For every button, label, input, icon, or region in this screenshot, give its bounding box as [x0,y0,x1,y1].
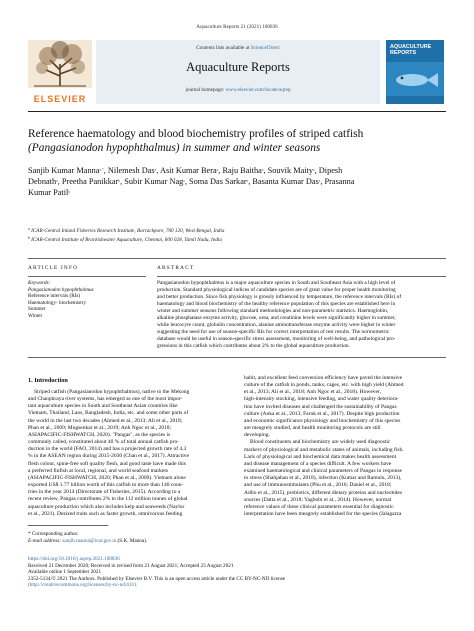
body-text-line: % in the ASEAN region during 2015-2030 (Chan et al., 2017). Attractive [28,453,189,460]
footnote [28,531,328,544]
body-text-line: Lack of physiological and biochemical data makes health assessment [244,453,397,460]
article-info-heading: ARTICLE INFO [28,265,79,271]
affiliation-text: ICAR-Central Institute of Brackishwater Aquaculture, Chennai, 600 028, Tamil Nadu, India [29,236,222,243]
contents-prefix: Contents lists available at [196,45,251,51]
body-text-line: culture (Anka et al., 2013; Faruk et al., 2017). Despite high production [244,410,400,417]
abstract-line: gressions in this catfish which contributes about 2% to the global aquaculture production. [157,343,350,349]
body-text-line: (ASIAPACIFIC-FISHWATCH, 2020; Phan et al., 2009). Vietnam alone [28,474,186,481]
corresponding-author-note: * Corresponding author. [28,531,79,537]
body-text-line: flesh colour, spine-free soft quality flesh, and good taste have made this [28,460,186,467]
abstract-line: and better production. Since fish physiology is grossly influenced by temperature, the reference intervals (RIs) of [157,294,402,300]
author-affiliation-marker[interactable]: a [56,179,58,184]
body-text-line: and Chaophraya river systems, has emerged as one of the most impor- [28,396,183,403]
introduction-column-1 [28,389,231,518]
author-affiliation-marker[interactable]: a [154,168,157,172]
cover-fish-image [386,56,444,96]
author-name[interactable]: Souvik Maity [267,166,314,175]
affiliation-marker: b [28,235,30,240]
body-text-line: Adlio et al., 2015), probiotics, different dietary proteins and nucleotides [244,489,402,496]
author-affiliation-marker[interactable]: a [318,179,321,184]
keyword-list [28,287,146,320]
body-text-line: and economic significance physiology and biochemistry of this species [244,417,401,424]
body-text-line: duction in the world (FAO, 2014) and has a projected growth rate of 4.3 [28,446,187,453]
body-text-line: tion have invited diseases and challenged the sustainability of Pangas [244,403,397,410]
abstract-heading: ABSTRACT [157,265,195,271]
abstract-line: database would be useful in season-specific stress assessment, monitoring of well-being, and pathological pro- [157,336,396,342]
history-dates: Received 21 December 2020; Received in revised form 21 August 2021; Accepted 23 August 2021 [28,562,234,569]
abstract-line: haematology and blood biochemistry of the healthy reference population of this species are established here in [157,301,396,307]
corresponding-author-text: Corresponding author. [31,531,79,537]
affiliation-text: ICAR-Central Inland Fisheries Research Institute, Barrackpore, 700 120, West Bengal, India [29,228,225,234]
body-text-line: habit, and excellent feed conversion efficiency have paved the intensive [244,375,403,381]
body-text-line: Phan et al., 2009; Mugsenkar et al., 2019; Anh Ngoc et al., 2018; [28,424,171,431]
journal-banner [96,40,380,104]
doi-link[interactable]: https://doi.org/10.1016/j.aqrep.2021.100836 [28,556,120,562]
keyword-item: Haematology- biochemistry [28,299,87,306]
body-text-line: and use of immunostimulants (Phu et al., 2016; Daniel et al., 2018; [244,482,392,489]
author-affiliation-marker[interactable]: a [313,168,315,172]
author-name[interactable]: Prasanna Kumar Patil [28,177,355,198]
author-affiliation-marker[interactable]: a [183,179,185,184]
elsevier-logo [28,40,92,104]
author-affiliation-marker[interactable]: a [261,168,264,172]
keyword-item: Summer [28,306,46,313]
article-title-line-2: (Pangasianodon hypophthalmus) in summer and winter seasons [28,141,321,154]
article-history [28,556,448,589]
body-text-line: tries in the year 2014 (Directorate of Fisheries, 2015). According to a [28,489,181,496]
body-text-line: Vietnam, Thailand, Laos, Bangladesh, India, etc. and some other parts of [28,410,189,417]
homepage-link[interactable]: www.elsevier.com/locate/aqrep [225,86,291,93]
introduction-heading: 1. Introduction [28,377,68,384]
body-text-line: tant aquaculture species in South and Southeast Asian countries like [28,403,178,410]
body-text-line: examined haematological and clinical parameters of Pangas in response [244,468,402,475]
author-affiliation-marker[interactable]: a,* [99,168,104,172]
author-name[interactable]: Asit Kumar Bera [159,166,217,175]
sciencedirect-link[interactable]: ScienceDirect [250,45,280,51]
license-link[interactable]: (http://creativecommons.org/licenses/by-nc-nd/4.0/). [28,582,138,589]
body-text-line: recent review, Pangas contributes 2% to the 112 million tonnes of global [28,496,188,503]
author-name[interactable]: Raju Baitha [222,166,262,175]
abstract-line: suggesting the need for use of season-specific RIs for correct interpretation of test results. The normometric [157,329,390,335]
email-label: E-mail address: [28,537,62,544]
body-text-line: culture of the catfish in ponds, tanks, cages, etc. with high yield (Ahmed [244,382,404,389]
abstract-line: Pangasianodon hypophthalmus is a major aquaculture species in South and Southeast Asia with a high level of [157,280,396,286]
body-text-line: reference values of these clinical parameters essential for diagnostic [244,503,394,510]
abstract-end-rule [28,357,446,358]
author-list: Sanjib Kumar Manna$^{a,*}$, Nilemesh Das$^a$, Asit Kumar Bera$^a$, Raju Baitha$^a$, Souvik Maity$^a$, Dipesh Debnath$^a$, Preetha Panikkar$^b$, Subir Kumar Nag$^a$, Soma Das Sarkar$^a$, Basanta Kumar Das$^a$, Prasanna Kumar Patil$^b$ [28,166,355,198]
author-name[interactable]: Preetha Panikkar [61,177,119,187]
body-text-line: commonly called, constituted about 40 % of total annual catfish pro- [28,439,180,446]
abstract-line: while leucocyte count, globulin concentration, alanine aminotransferase enzyme activity were higher in winter [157,322,396,328]
body-text-line: developing. [244,432,270,439]
article-title [28,128,448,155]
body-text-line: are meagrely studied, and health monitoring protocols are still [244,425,381,432]
journal-title: Aquaculture Reports [186,59,290,74]
cover-title: AQUACULTURE REPORTS [390,44,432,56]
elsevier-tree-icon [28,40,92,88]
author-affiliation-marker[interactable]: a [216,168,219,172]
keywords-label: Keywords: [28,280,51,286]
abstract-line: winter and summer seasons following standard methodologies and non-parametric statistics. Haemoglobin, [157,308,389,314]
keyword-item: Pangasianodon hypophthalmus [28,286,94,293]
keyword-item: Winter [28,312,43,319]
journal-cover [386,40,444,104]
available-online: Available online 1 September 2021 [28,569,102,576]
author-affiliation-marker[interactable]: b [118,179,121,184]
body-text-line: Blood constituents and biochemistry are widely used diagnostic [250,439,391,446]
homepage-line [96,87,380,94]
affiliation-rule [28,258,446,259]
body-text-line: high-intensity stocking, intensive feeding, and water quality deteriora- [244,396,399,403]
abstract-rule [157,276,446,277]
publisher-name: ELSEVIER [33,94,87,104]
author-name[interactable]: Nilemesh Das [107,166,155,175]
abstract-line: production. Standard physiological indices of candidate species are of great value for proper health monitoring [157,287,396,293]
body-text-line: markers of physiological and metabolic states of animals, including fish. [244,446,404,453]
journal-reference: Aquaculture Reports 21 (2021) 100836 [196,24,278,30]
homepage-prefix: journal homepage: [185,86,226,93]
body-text-line: sources (Datta et al., 2018; Yagbobi et al., 2014). However, normal [244,496,392,503]
article-title-line-1: Reference haematology and blood biochemistry profiles of striped catfish [28,128,364,140]
body-text-line: and disease management of a species difficult. A few workers have [244,460,392,467]
footnote-rule [28,525,108,526]
contents-line [96,45,380,52]
email-line [28,538,328,545]
body-text-line: ASIAPACIFIC-FISHWATCH, 2020). "Pangas", as the species is [28,431,171,438]
affiliation-item [28,226,408,235]
author-name[interactable]: Basanta Kumar Das [252,177,319,187]
body-text-line: to stress (Shahjahan et al., 2018), infection (Kumar and Ramulu, 2013), [244,475,402,482]
article-info-rule [28,276,146,277]
abstract-line: alkaline phosphatase enzyme activity, glucose, urea, and creatinine levels were significantly higher in summer, [157,315,396,321]
affiliation-marker: a [28,227,30,231]
license-line-1: 2352-5134/© 2021 The Authors. Published by Elsevier B.V. This is an open access article under the CC BY-NC-ND license [28,575,286,582]
body-text-line: a preferred finfish at local, regional, and world seafood markets [28,467,169,474]
author-affiliation-marker[interactable]: a [246,179,249,184]
body-text-line: interpretation have been meagrely established for the species (Ialagarza [244,510,402,517]
affiliation-item [28,235,408,244]
abstract-text [157,280,446,350]
header-rule [28,111,446,112]
keywords-block [28,280,146,320]
introduction-column-2 [244,375,447,518]
author-name[interactable]: Subir Kumar Nag [124,177,184,187]
body-text-line: Striped catfish (Pangasianodon hypophthalmus), native to the Mekong [34,389,190,395]
body-text-line: the world in the last two decades (Ahmed et al., 2013; Ali et al., 2018; [28,417,183,424]
body-text-line: et al., 2021). Dezized traits such as faster growth, omnivorous feeding [28,510,183,517]
email-link[interactable]: sanjib.manna@icar.gov.in [62,537,117,544]
body-text-line: et al., 2013; Ali et al., 2018; Anh Ngoc et al., 2018). However, [244,389,381,396]
author-affiliation-marker[interactable]: b [68,190,71,195]
author-name[interactable]: Soma Das Sarkar [189,177,247,187]
affiliations [28,226,408,243]
email-suffix: (S.K. Manna). [117,537,148,544]
author-name[interactable]: Dipesh Debnath [28,166,343,187]
body-text-line: exported US$ 1.77 billion worth of this catfish to more than 140 coun- [28,482,184,489]
body-text-line: aquaculture production which also includes kelp and seaweeds (Naylor [28,503,185,510]
author-name[interactable]: Sanjib Kumar Manna [28,166,100,175]
keyword-item: Reference intervals (RIs) [28,293,81,300]
